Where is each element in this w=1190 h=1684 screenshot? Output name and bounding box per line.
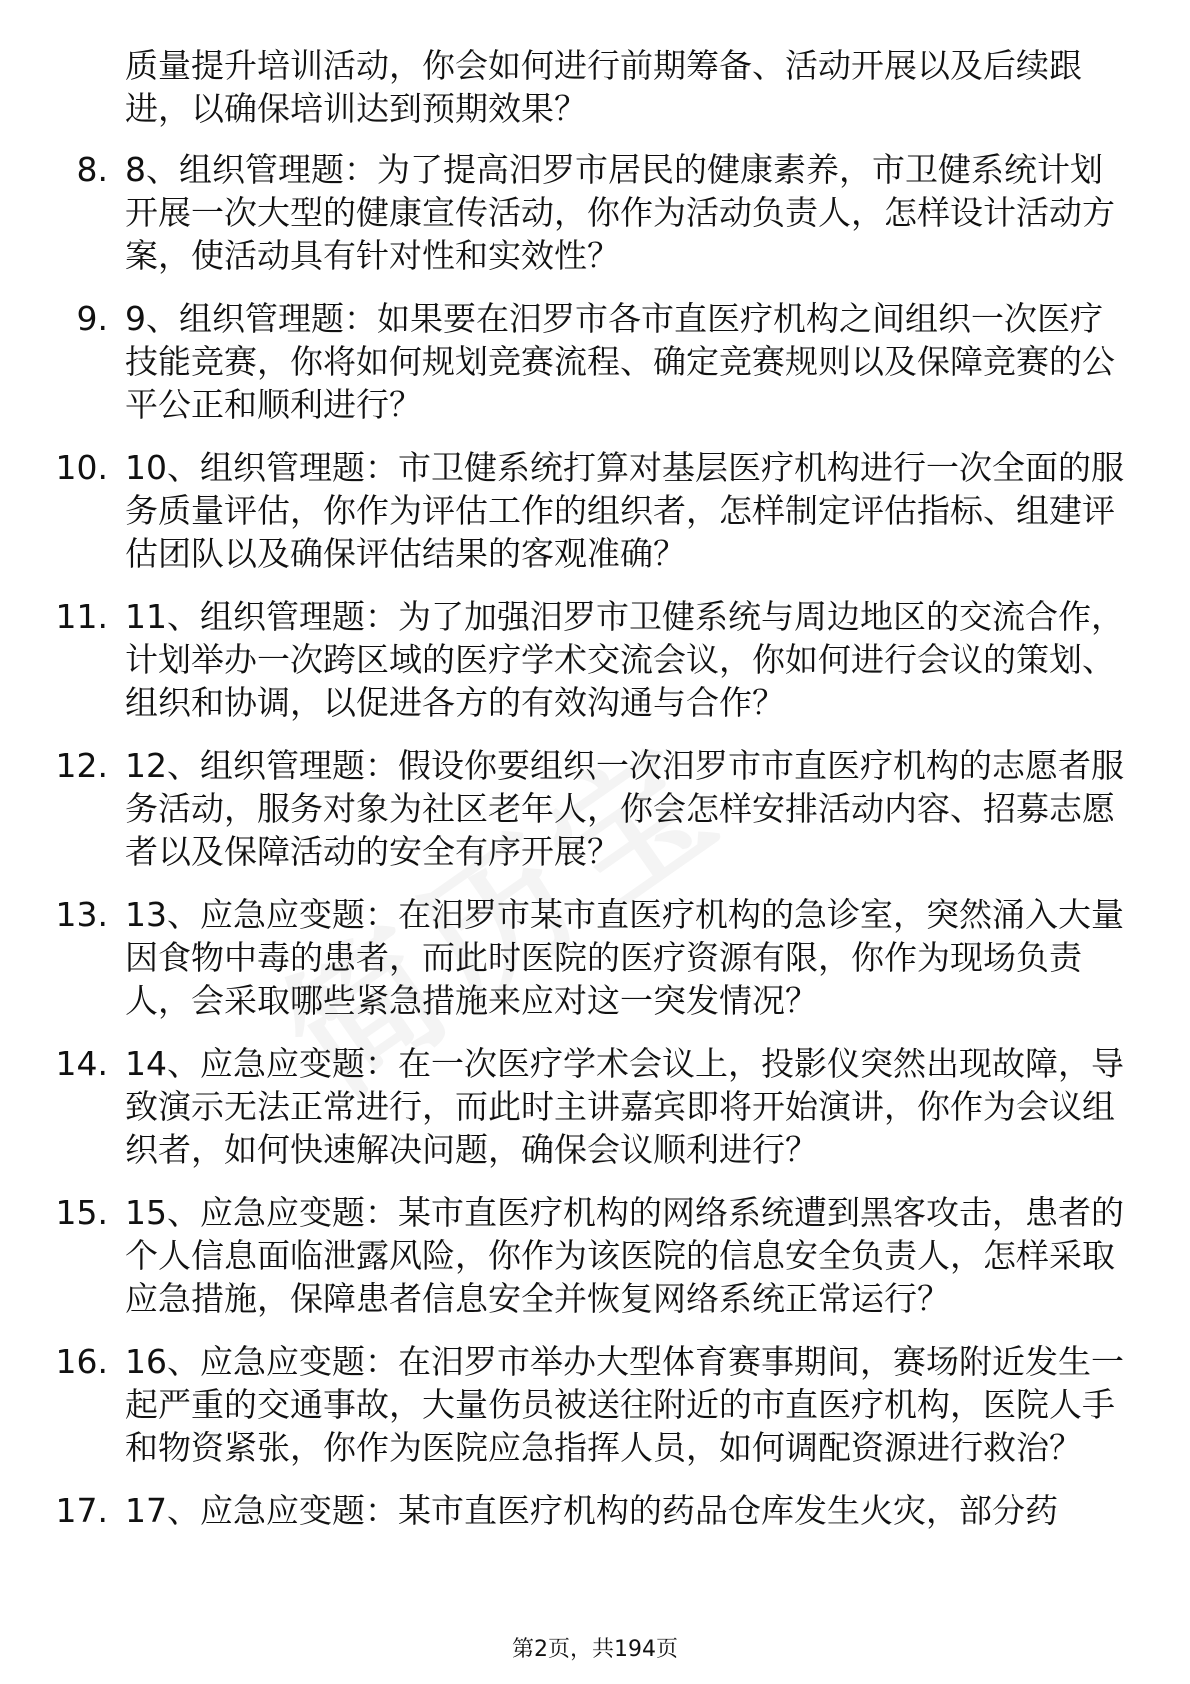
page-footer: 第2页，共194页 (512, 1637, 678, 1662)
question-number: 15. (55, 1193, 108, 1232)
question-number: 13. (55, 895, 108, 934)
question-number: 17. (55, 1491, 108, 1530)
question-text: 12、组织管理题：假设你要组织一次汨罗市市直医疗机构的志愿者服务活动，服务对象为社区老年人，你会怎样安排活动内容、招募志愿者以及保障活动的安全有序开展？ (125, 746, 1124, 871)
question-text: 9、组织管理题：如果要在汨罗市各市直医疗机构之间组织一次医疗技能竞赛，你将如何规划竞赛流程、确定竞赛规则以及保障竞赛的公平公正和顺利进行？ (125, 299, 1115, 424)
intro-paragraph: 质量提升培训活动，你会如何进行前期筹备、活动开展以及后续跟进，以确保培训达到预期效果？ (125, 46, 1082, 128)
question-text: 17、应急应变题：某市直医疗机构的药品仓库发生火灾，部分药 (125, 1491, 1058, 1530)
question-item (0, 1042, 1135, 1171)
question-number: 8. (76, 150, 108, 189)
question-item (0, 297, 1135, 426)
question-list (0, 148, 1190, 1552)
question-number: 10. (55, 448, 108, 487)
question-text: 8、组织管理题：为了提高汨罗市居民的健康素养，市卫健系统计划开展一次大型的健康宣传活动，你作为活动负责人，怎样设计活动方案，使活动具有针对性和实效性？ (125, 150, 1115, 275)
question-text: 10、组织管理题：市卫健系统打算对基层医疗机构进行一次全面的服务质量评估，你作为评估工作的组织者，怎样制定评估指标、组建评估团队以及确保评估结果的客观准确？ (125, 448, 1124, 573)
question-number: 9. (76, 299, 108, 338)
question-item (0, 744, 1135, 873)
question-item (0, 1191, 1135, 1320)
question-number: 16. (55, 1342, 108, 1381)
question-text: 15、应急应变题：某市直医疗机构的网络系统遭到黑客攻击，患者的个人信息面临泄露风险，你作为该医院的信息安全负责人，怎样采取应急措施，保障患者信息安全并恢复网络系统正常运行？ (125, 1193, 1124, 1318)
question-item (0, 1489, 1135, 1532)
question-number: 14. (55, 1044, 108, 1083)
question-item (0, 446, 1135, 575)
question-number: 12. (55, 746, 108, 785)
question-text: 13、应急应变题：在汨罗市某市直医疗机构的急诊室，突然涌入大量因食物中毒的患者，而此时医院的医疗资源有限，你作为现场负责人，会采取哪些紧急措施来应对这一突发情况？ (125, 895, 1124, 1020)
question-item (0, 148, 1135, 277)
question-item (0, 893, 1135, 1022)
question-text: 11、组织管理题：为了加强汨罗市卫健系统与周边地区的交流合作，计划举办一次跨区域的医疗学术交流会议，你如何进行会议的策划、组织和协调，以促进各方的有效沟通与合作？ (125, 597, 1124, 722)
question-item (0, 1340, 1135, 1469)
question-text: 14、应急应变题：在一次医疗学术会议上，投影仪突然出现故障，导致演示无法正常进行，而此时主讲嘉宾即将开始演讲，你作为会议组织者，如何快速解决问题，确保会议顺利进行？ (125, 1044, 1124, 1169)
question-number: 11. (55, 597, 108, 636)
question-item (0, 595, 1135, 724)
question-text: 16、应急应变题：在汨罗市举办大型体育赛事期间，赛场附近发生一起严重的交通事故，大量伤员被送往附近的市直医疗机构，医院人手和物资紧张，你作为医院应急指挥人员，如何调配资源进行救治？ (125, 1342, 1124, 1467)
